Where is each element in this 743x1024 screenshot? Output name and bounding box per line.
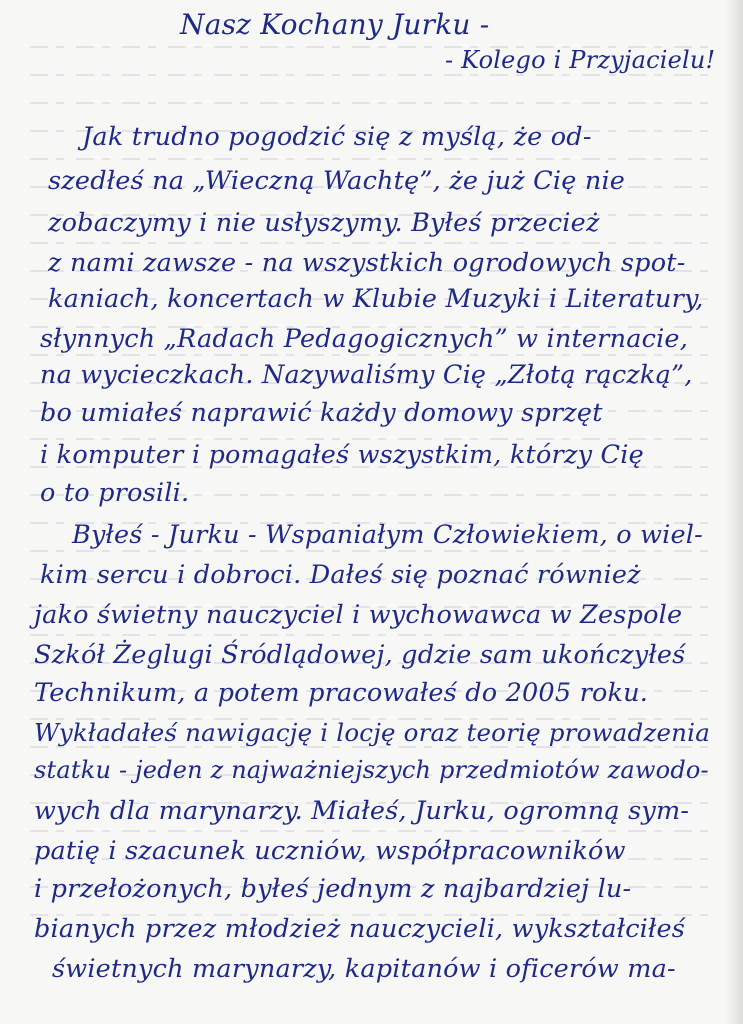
salutation-line: Nasz Kochany Jurku - [180,8,490,41]
letter-line: patię i szacunek uczniów, współpracowników [34,836,626,866]
letter-line: słynnych „Radach Pedagogicznych” w internacie, [40,324,689,354]
letter-line: szedłeś na „Wieczną Wachtę”, że już Cię nie [48,166,626,196]
letter-line: i komputer i pomagałeś wszystkim, którzy Cię [40,440,644,470]
letter-line: Szkół Żeglugi Śródlądowej, gdzie sam ukończyłeś [34,640,686,670]
letter-line: świetnych marynarzy, kapitanów i oficerów ma- [52,954,676,984]
letter-line: zobaczymy i nie usłyszymy. Byłeś przecież [48,208,600,238]
letter-line: bianych przez młodzież nauczycieli, wykształciłeś [34,914,686,944]
letter-line: kaniach, koncertach w Klubie Muzyki i Literatury, [48,284,704,314]
letter-line: na wycieczkach. Nazywaliśmy Cię „Złotą rączką”, [40,360,693,390]
letter-line: wych dla marynarzy. Miałeś, Jurku, ogromną sym- [34,796,690,826]
letter-line: z nami zawsze - na wszystkich ogrodowych spot- [48,248,686,278]
letter-line: Jak trudno pogodzić się z myślą, że od- [82,122,592,152]
page-edge-shadow [725,0,743,1024]
letter-line: statku - jeden z najważniejszych przedmiotów zawodo- [34,756,709,784]
letter-line: i przełożonych, byłeś jednym z najbardziej lu- [34,874,632,904]
letter-line: Wykładałeś nawigację i locję oraz teorię prowadzenia [34,718,711,747]
letter-line: jako świetny nauczyciel i wychowawca w Zespole [34,600,683,630]
salutation-line: - Kolego i Przyjacielu! [445,46,716,74]
letter-line: Technikum, a potem pracowałeś do 2005 roku. [34,678,649,708]
letter-line: kim sercu i dobroci. Dałeś się poznać również [40,560,641,590]
letter-line: bo umiałeś naprawić każdy domowy sprzęt [40,398,603,428]
letter-line: o to prosili. [40,478,190,508]
letter-line: Byłeś - Jurku - Wspaniałym Człowiekiem, o wiel- [72,520,703,550]
